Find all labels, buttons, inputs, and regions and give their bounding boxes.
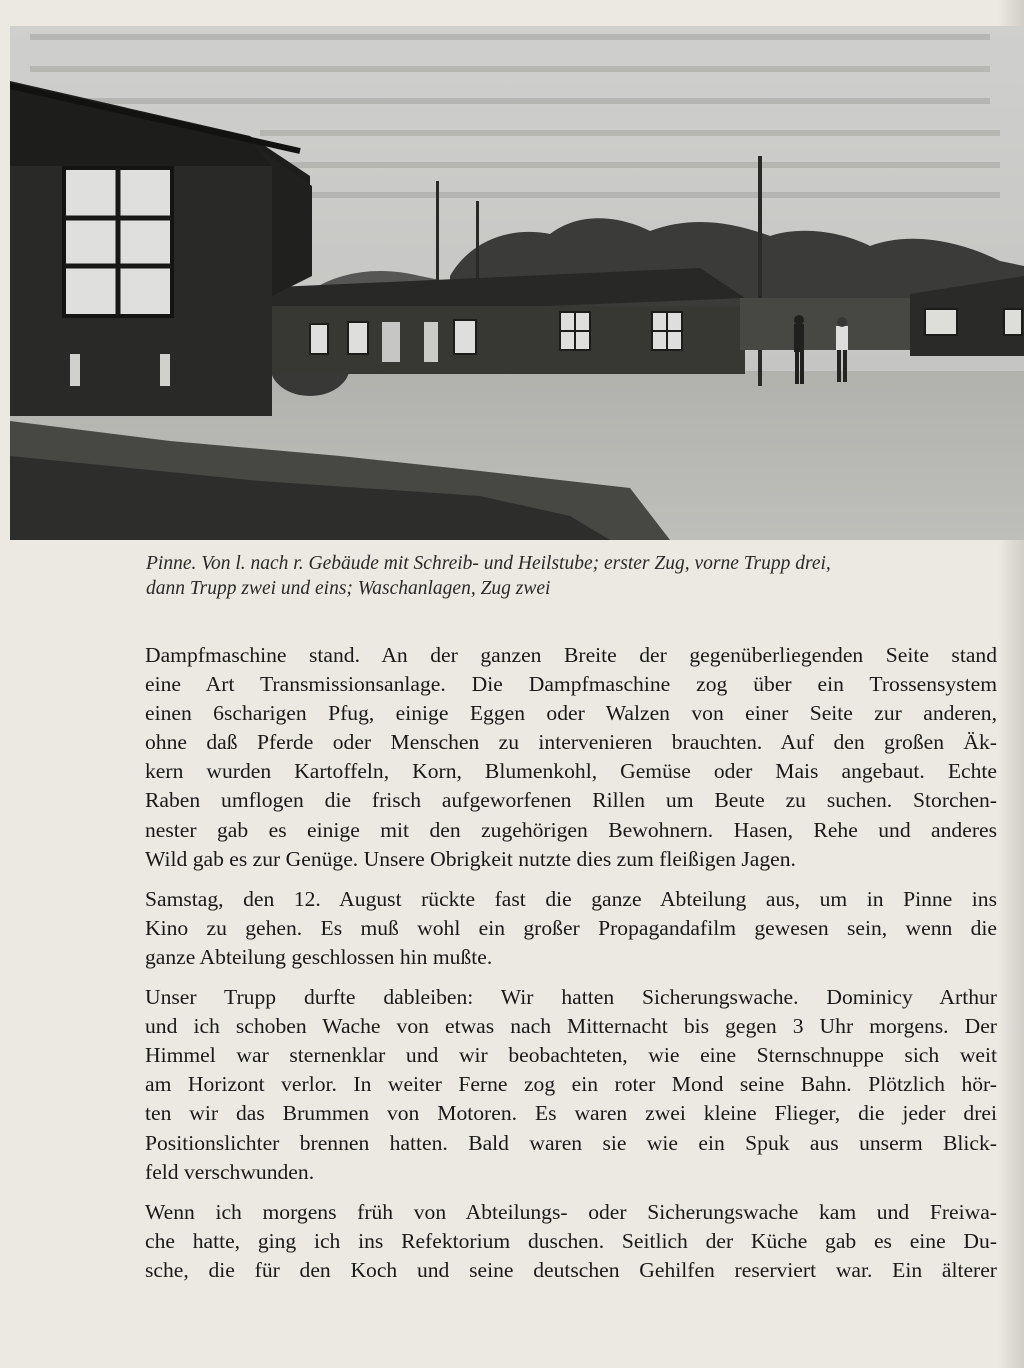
text-line: feld verschwunden. bbox=[145, 1159, 315, 1184]
text-line: und ich schoben Wache von etwas nach Mitternacht bis gegen 3 Uhr morgens. Der bbox=[145, 1014, 997, 1039]
caption-line: dann Trupp zwei und eins; Waschanlagen, Zug zwei bbox=[146, 578, 551, 599]
paragraph bbox=[145, 885, 997, 972]
text-line: nester gab es einige mit den zugehörigen Bewohnern. Hasen, Rehe und anderes bbox=[145, 817, 997, 842]
text-line: Himmel war sternenklar und wir beobachteten, wie eine Sternschnuppe sich weit bbox=[145, 1043, 997, 1068]
text-line: einen 6scharigen Pfug, einige Eggen oder Walzen von einer Seite zur anderen, bbox=[145, 701, 997, 726]
body-text bbox=[145, 641, 997, 1296]
barracks-photo-drawing bbox=[10, 26, 1024, 540]
text-line: ganze Abteilung geschlossen hin mußte. bbox=[145, 944, 493, 969]
text-line: Dampfmaschine stand. An der ganzen Breite der gegenüberliegenden Seite stand bbox=[145, 643, 997, 667]
text-line: kern wurden Kartoffeln, Korn, Blumenkohl, Gemüse oder Mais angebaut. Echte bbox=[145, 759, 997, 784]
text-line: Raben umflogen die frisch aufgeworfenen Rillen um Beute zu suchen. Storchen- bbox=[145, 788, 997, 813]
text-line: sche, die für den Koch und seine deutschen Gehilfen reserviert war. Ein älterer bbox=[145, 1257, 997, 1282]
paragraph bbox=[145, 641, 997, 874]
caption-line: Pinne. Von l. nach r. Gebäude mit Schreib- und Heilstube; erster Zug, vorne Trupp drei, bbox=[146, 553, 831, 574]
text-line: che hatte, ging ich ins Refektorium duschen. Seitlich der Küche gab es eine Du- bbox=[145, 1228, 997, 1253]
text-line: ohne daß Pferde oder Menschen zu intervenieren brauchten. Auf den großen Äk- bbox=[145, 730, 997, 755]
text-line: Kino zu gehen. Es muß wohl ein großer Propagandafilm gewesen sein, wenn die bbox=[145, 915, 997, 940]
text-line: Positionslichter brennen hatten. Bald waren sie wie ein Spuk aus unserm Blick- bbox=[145, 1130, 997, 1155]
figure-caption bbox=[146, 551, 996, 601]
text-line: eine Art Transmissionsanlage. Die Dampfmaschine zog über ein Trossensystem bbox=[145, 672, 997, 697]
text-line: am Horizont verlor. In weiter Ferne zog ein roter Mond seine Bahn. Plötzlich hör- bbox=[145, 1072, 997, 1097]
text-line: Wenn ich morgens früh von Abteilungs- oder Sicherungswache kam und Freiwa- bbox=[145, 1199, 997, 1224]
text-line: ten wir das Brummen von Motoren. Es waren zwei kleine Flieger, die jeder drei bbox=[145, 1101, 997, 1126]
paragraph bbox=[145, 983, 997, 1187]
text-line: Unser Trupp durfte dableiben: Wir hatten Sicherungswache. Dominicy Arthur bbox=[145, 985, 997, 1010]
text-line: Samstag, den 12. August rückte fast die ganze Abteilung aus, um in Pinne ins bbox=[145, 886, 997, 911]
text-line: Wild gab es zur Genüge. Unsere Obrigkeit nutzte dies zum fleißigen Jagen. bbox=[145, 846, 796, 871]
paragraph bbox=[145, 1198, 997, 1285]
barracks-photograph bbox=[10, 26, 1024, 540]
